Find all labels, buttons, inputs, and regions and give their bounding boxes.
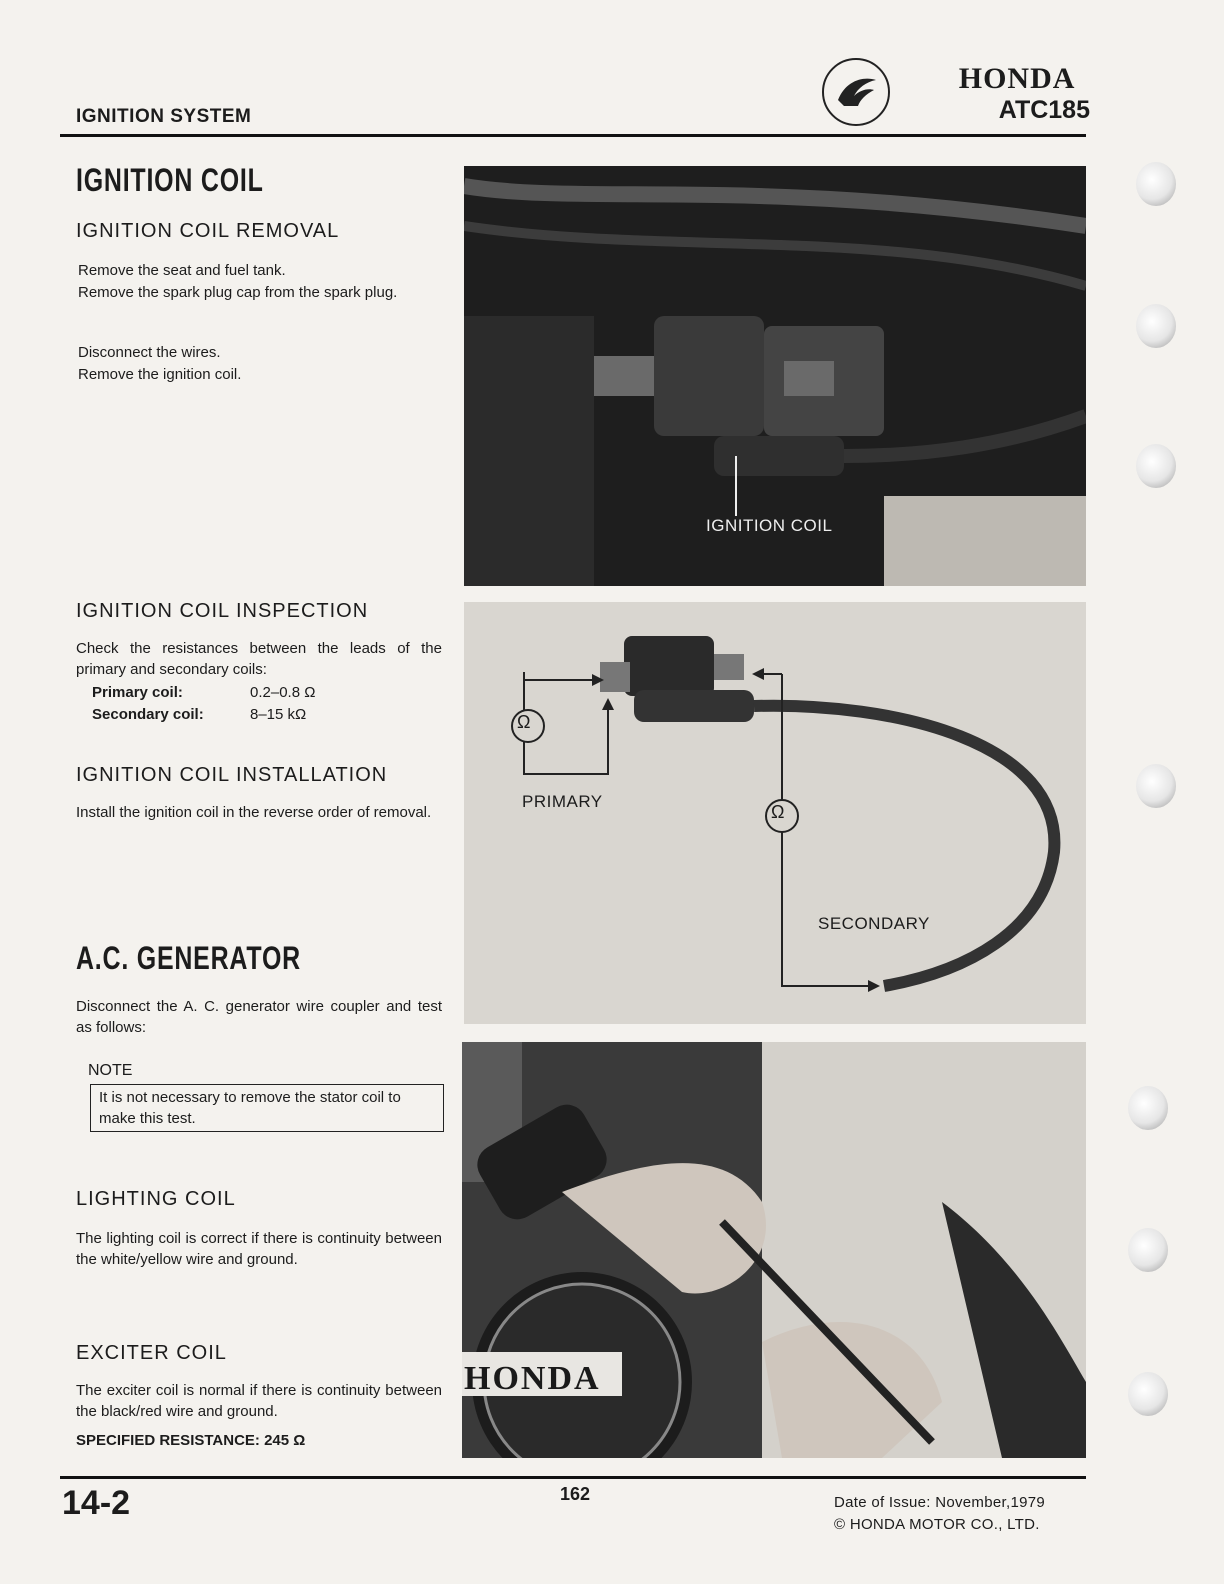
footer-rule: [60, 1476, 1086, 1479]
removal-step-1: Remove the seat and fuel tank.: [78, 262, 286, 279]
inspection-text: Check the resistances between the leads of the primary and secondary coils:: [76, 640, 442, 678]
installation-heading: IGNITION COIL INSTALLATION: [76, 764, 388, 786]
brand-block: [959, 62, 1090, 125]
lighting-coil-heading: LIGHTING COIL: [76, 1188, 236, 1210]
exciter-spec: SPECIFIED RESISTANCE: 245 Ω: [76, 1432, 306, 1449]
note-label: NOTE: [88, 1062, 133, 1079]
honda-wing-logo-icon: [822, 58, 890, 126]
spec-primary-value: 0.2–0.8 Ω: [250, 684, 316, 701]
spec-secondary-label: Secondary coil:: [92, 706, 204, 723]
removal-step-3: Disconnect the wires.: [78, 344, 221, 361]
ohm-symbol-secondary: Ω: [771, 802, 785, 822]
binder-hole-icon: [1128, 1228, 1168, 1272]
spec-primary-label: Primary coil:: [92, 684, 183, 701]
removal-step-2: Remove the spark plug cap from the spark plug.: [78, 284, 398, 301]
ignition-coil-title: IGNITION COIL: [76, 162, 264, 198]
ac-generator-text: Disconnect the A. C. generator wire coupler and test as follows:: [76, 998, 442, 1036]
binder-hole-icon: [1128, 1372, 1168, 1416]
photo-cover-text: HONDA: [464, 1360, 601, 1397]
lighting-coil-text: The lighting coil is correct if there is continuity between the white/yellow wire and ground.: [76, 1230, 442, 1268]
spec-secondary-value: 8–15 kΩ: [250, 706, 307, 723]
brand-name: HONDA: [958, 62, 1076, 95]
diagram-label-secondary: SECONDARY: [818, 914, 930, 933]
diagram-label-primary: PRIMARY: [522, 792, 603, 811]
removal-step-4: Remove the ignition coil.: [78, 366, 242, 383]
center-number: 162: [560, 1484, 591, 1504]
ohm-symbol-primary: Ω: [517, 712, 531, 732]
spec-primary: [92, 684, 392, 701]
installation-text: Install the ignition coil in the reverse order of removal.: [76, 804, 432, 821]
note-box: It is not necessary to remove the stator coil to make this test.: [90, 1084, 444, 1132]
ac-generator-title: A.C. GENERATOR: [76, 940, 301, 976]
model-name: ATC185: [998, 96, 1090, 124]
spec-secondary: [92, 706, 392, 723]
photo-label-ignition-coil: IGNITION COIL: [706, 516, 833, 535]
exciter-coil-text: The exciter coil is normal if there is continuity between the black/red wire and ground.: [76, 1382, 442, 1420]
inspection-heading: IGNITION COIL INSPECTION: [76, 600, 369, 622]
issue-block: [834, 1492, 1045, 1536]
exciter-coil-heading: EXCITER COIL: [76, 1342, 227, 1364]
header-rule: [60, 134, 1086, 137]
binder-hole-icon: [1136, 444, 1176, 488]
page-number: 14-2: [62, 1484, 131, 1522]
removal-heading: IGNITION COIL REMOVAL: [76, 220, 340, 242]
binder-hole-icon: [1136, 304, 1176, 348]
binder-hole-icon: [1136, 162, 1176, 206]
section-label: IGNITION SYSTEM: [76, 106, 252, 127]
binder-hole-icon: [1136, 764, 1176, 808]
binder-hole-icon: [1128, 1086, 1168, 1130]
copyright: © HONDA MOTOR CO., LTD.: [834, 1516, 1040, 1533]
issue-date: Date of Issue: November,1979: [834, 1494, 1046, 1511]
